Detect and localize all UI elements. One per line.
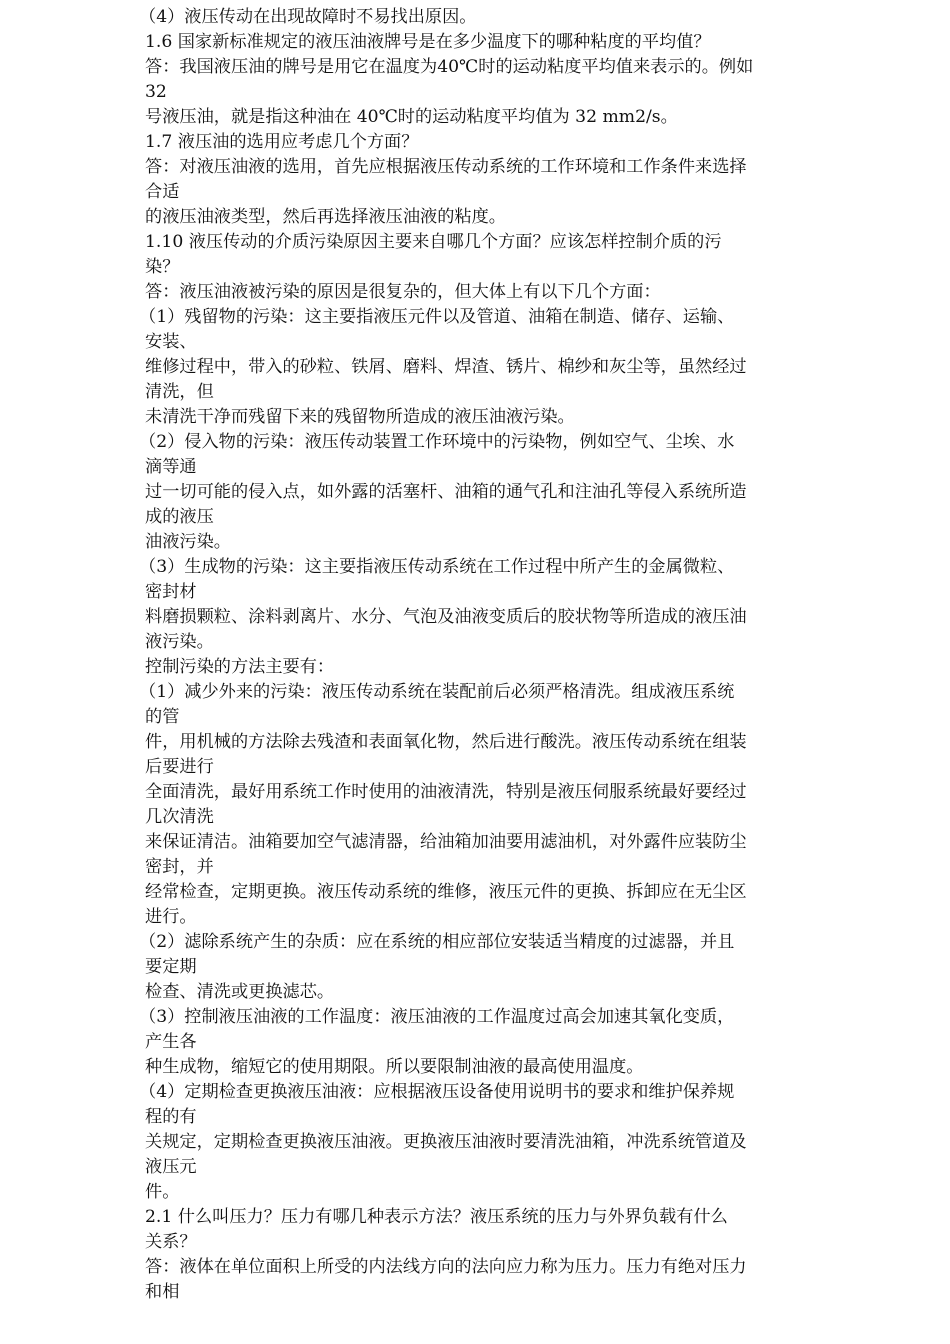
text-line: 1.10 液压传动的介质污染原因主要来自哪几个方面？应该怎样控制介质的污 — [145, 232, 722, 252]
text-line: 程的有 — [145, 1107, 197, 1127]
text-line: 安装、 — [145, 332, 197, 352]
text-line: 来保证清洁。油箱要加空气滤清器，给油箱加油要用滤油机，对外露件应装防尘 — [145, 832, 747, 852]
text-line: 油液污染。 — [145, 532, 231, 552]
text-line: 1.7 液压油的选用应考虑几个方面？ — [145, 132, 419, 152]
text-line: 件。 — [145, 1182, 180, 1202]
text-line: 答：对液压油液的选用，首先应根据液压传动系统的工作环境和工作条件来选择 — [145, 157, 747, 177]
text-line: 料磨损颗粒、涂料剥离片、水分、气泡及油液变质后的胶状物等所造成的液压油 — [145, 607, 747, 627]
text-line: 和相 — [145, 1282, 180, 1302]
text-line: 答：液压油液被污染的原因是很复杂的，但大体上有以下几个方面： — [145, 282, 661, 302]
text-line: 密封材 — [145, 582, 197, 602]
text-line: 答：液体在单位面积上所受的内法线方向的法向应力称为压力。压力有绝对压力 — [145, 1257, 747, 1277]
text-line: 后要进行 — [145, 757, 214, 777]
text-line: 过一切可能的侵入点，如外露的活塞杆、油箱的通气孔和注油孔等侵入系统所造 — [145, 482, 747, 502]
text-line: （2）滤除系统产生的杂质：应在系统的相应部位安装适当精度的过滤器，并且 — [139, 932, 735, 952]
text-line: 合适 — [145, 182, 180, 202]
text-line: 种生成物，缩短它的使用期限。所以要限制油液的最高使用温度。 — [145, 1057, 644, 1077]
text-line: 的管 — [145, 707, 180, 727]
text-line: 件，用机械的方法除去残渣和表面氧化物，然后进行酸洗。液压传动系统在组装 — [145, 732, 747, 752]
text-line: （1）残留物的污染：这主要指液压元件以及管道、油箱在制造、储存、运输、 — [139, 307, 735, 327]
text-line: 经常检查，定期更换。液压传动系统的维修，液压元件的更换、拆卸应在无尘区 — [145, 882, 747, 902]
text-line: 进行。 — [145, 907, 197, 927]
text-line: （4）定期检查更换液压油液：应根据液压设备使用说明书的要求和维护保养规 — [139, 1082, 735, 1102]
text-line: 密封，并 — [145, 857, 214, 877]
text-line: 滴等通 — [145, 457, 197, 477]
text-line: （4）液压传动在出现故障时不易找出原因。 — [139, 7, 477, 27]
text-line: 染？ — [145, 257, 180, 277]
text-line: 几次清洗 — [145, 807, 214, 827]
text-line: 关规定，定期检查更换液压油液。更换液压油液时要清洗油箱，冲洗系统管道及 — [145, 1132, 747, 1152]
text-line: （3）生成物的污染：这主要指液压传动系统在工作过程中所产生的金属微粒、 — [139, 557, 735, 577]
text-line: 的液压油液类型，然后再选择液压油液的粘度。 — [145, 207, 506, 227]
text-line: 关系？ — [145, 1232, 197, 1252]
text-line: 要定期 — [145, 957, 197, 977]
text-line: 产生各 — [145, 1032, 197, 1052]
text-line: 32 — [145, 82, 167, 102]
text-line: 未清洗干净而残留下来的残留物所造成的液压油液污染。 — [145, 407, 575, 427]
text-line: 控制污染的方法主要有： — [145, 657, 335, 677]
text-line: 成的液压 — [145, 507, 214, 527]
document-page — [139, 5, 825, 1305]
text-line: 号液压油，就是指这种油在 40℃时的运动粘度平均值为 32 mm2/s。 — [145, 107, 678, 127]
text-line: 液污染。 — [145, 632, 214, 652]
text-line: （2）侵入物的污染：液压传动装置工作环境中的污染物，例如空气、尘埃、水 — [139, 432, 735, 452]
text-line: （1）减少外来的污染：液压传动系统在装配前后必须严格清洗。组成液压系统 — [139, 682, 735, 702]
text-line: 全面清洗，最好用系统工作时使用的油液清洗，特别是液压伺服系统最好要经过 — [145, 782, 747, 802]
text-line: 2.1 什么叫压力？压力有哪几种表示方法？液压系统的压力与外界负载有什么 — [145, 1207, 728, 1227]
text-line: 1.6 国家新标准规定的液压油液牌号是在多少温度下的哪种粘度的平均值？ — [145, 32, 711, 52]
text-line: 答：我国液压油的牌号是用它在温度为40℃时的运动粘度平均值来表示的。例如 — [145, 57, 754, 77]
text-line: 检查、清洗或更换滤芯。 — [145, 982, 335, 1002]
text-line: 液压元 — [145, 1157, 197, 1177]
text-line: 清洗，但 — [145, 382, 214, 402]
text-line: 维修过程中，带入的砂粒、铁屑、磨料、焊渣、锈片、棉纱和灰尘等，虽然经过 — [145, 357, 747, 377]
text-line: （3）控制液压油液的工作温度：液压油液的工作温度过高会加速其氧化变质， — [139, 1007, 735, 1027]
